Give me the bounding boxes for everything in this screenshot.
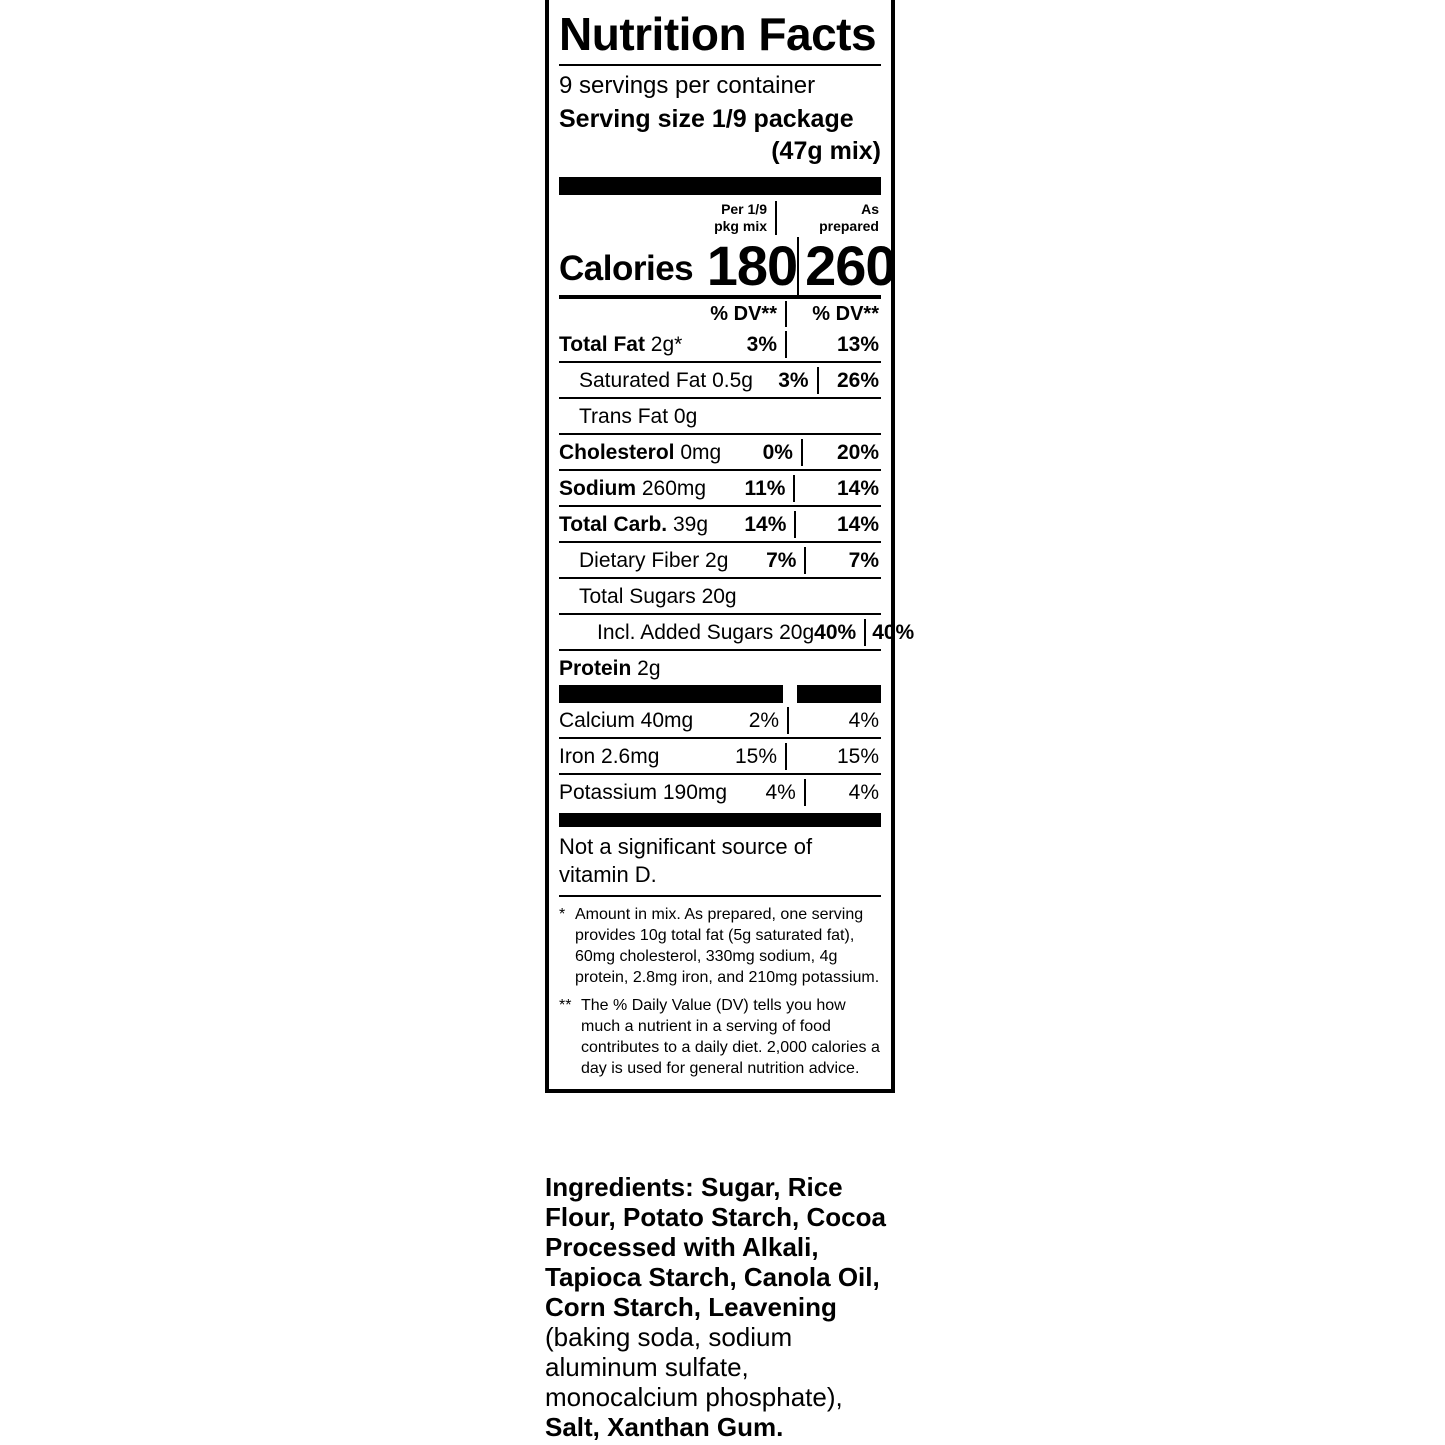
nutrient-row <box>559 361 881 397</box>
col2-line1: As <box>861 201 879 217</box>
nutrient-row <box>559 541 881 577</box>
nutrient-name: Total Fat 2g* <box>559 333 683 356</box>
nutrient-dv-col1: 7% <box>766 549 797 572</box>
micronutrient-dv-col1: 2% <box>748 709 780 732</box>
micronutrient-row <box>559 703 881 737</box>
nutrient-row <box>559 433 881 469</box>
micronutrient-dv-col2: 4% <box>804 779 881 806</box>
separator-left <box>559 685 783 703</box>
nutrient-name: Trans Fat 0g <box>579 405 698 428</box>
dv-header-col1: % DV** <box>710 303 777 325</box>
footnote-2 <box>559 988 881 1079</box>
nutrition-facts-panel <box>545 0 915 1093</box>
ingredients-bold-tail: Salt, Xanthan Gum. <box>545 1412 784 1442</box>
nutrient-dv-col2: 13% <box>785 331 881 358</box>
separator-gap <box>783 685 797 703</box>
not-significant-source-note: Not a significant source of vitamin D. <box>559 827 881 897</box>
ingredients-plain-mid: (baking soda, sodium aluminum sulfate, monocalcium phosphate), <box>545 1322 843 1412</box>
nutrient-name: Sodium 260mg <box>559 477 707 500</box>
column-header-col1 <box>671 201 775 235</box>
micronutrient-name: Iron 2.6mg <box>559 745 660 768</box>
micronutrient-row <box>559 773 881 809</box>
ingredients-statement <box>545 1172 895 1442</box>
nutrient-dv-col1: 0% <box>762 441 793 464</box>
nutrient-name: Protein 2g <box>559 657 661 680</box>
micronutrient-name: Calcium 40mg <box>559 709 694 732</box>
nutrient-row <box>559 397 881 433</box>
nutrient-name: Incl. Added Sugars 20g <box>597 621 815 644</box>
nutrient-dv-col2: 40% <box>864 619 916 646</box>
nutrient-name-bold: Total Fat <box>559 333 645 356</box>
nutrient-name: Saturated Fat 0.5g <box>579 369 753 392</box>
servings-per-container: 9 servings per container <box>559 72 816 99</box>
nutrient-dv-col1: 11% <box>744 477 786 500</box>
micronutrient-dv-col1: 15% <box>734 745 777 768</box>
nutrient-name-bold: Cholesterol <box>559 441 675 464</box>
footnote-1-mark: * <box>559 906 566 923</box>
footnote-1 <box>559 897 881 988</box>
footnote-2-mark: ** <box>559 997 572 1014</box>
nutrient-row <box>559 327 881 361</box>
micronutrient-name: Potassium 190mg <box>559 781 728 804</box>
nutrient-dv-col2: 7% <box>804 547 881 574</box>
serving-size-label: Serving size <box>559 105 705 133</box>
col1-line1: Per 1/9 <box>721 201 767 217</box>
micronutrient-separator <box>559 685 881 703</box>
serving-size-value: 1/9 package <box>711 105 854 133</box>
serving-size-sub: (47g mix) <box>771 137 881 165</box>
nutrient-row <box>559 469 881 505</box>
calories-row <box>559 234 896 297</box>
nutrient-name-bold: Sodium <box>559 477 636 500</box>
separator-right <box>797 685 881 703</box>
nutrient-dv-col1: 3% <box>746 333 777 356</box>
nutrient-name-bold: Protein <box>559 657 632 680</box>
column-header-col2 <box>775 201 881 235</box>
nutrient-name: Total Sugars 20g <box>579 585 737 608</box>
calories-values <box>693 234 896 297</box>
micronutrient-dv-col2: 4% <box>787 707 881 734</box>
nutrient-name: Dietary Fiber 2g <box>579 549 729 572</box>
calories-col1-value: 180 <box>706 234 798 297</box>
nutrient-name-bold: Total Carb. <box>559 513 668 536</box>
micronutrient-dv-col1: 4% <box>765 781 796 804</box>
thick-divider-top <box>559 177 881 195</box>
ingredients-bold-lead: Ingredients: Sugar, Rice Flour, Potato Starch, Cocoa Processed with Alkali, Tapioca Starch, Canola Oil, Corn Starch, Leavening <box>545 1172 886 1322</box>
micronutrient-dv-col2: 15% <box>785 743 881 770</box>
thick-divider-bottom <box>559 813 881 827</box>
nutrient-dv-col1: 3% <box>778 369 809 392</box>
calories-col2-value: 260 <box>797 237 893 295</box>
footnote-1-text: Amount in mix. As prepared, one serving provides 10g total fat (5g saturated fat), 60mg cholesterol, 330mg sodium, 4g protein, 2.8mg iron, and 210mg potassium. <box>575 906 880 986</box>
footnote-2-text: The % Daily Value (DV) tells you how much a nutrient in a serving of food contributes to a daily diet. 2,000 calories a day is used for general nutrition advice. <box>581 997 880 1077</box>
nutrient-dv-col2: 14% <box>793 475 881 502</box>
nutrient-dv-col2: 20% <box>801 439 881 466</box>
serving-size-row <box>559 103 881 135</box>
nutrient-row <box>559 577 881 613</box>
nutrient-dv-col1: 40% <box>814 621 857 644</box>
nutrient-row <box>559 505 881 541</box>
nutrient-row <box>559 613 915 649</box>
nutrition-facts-title: Nutrition Facts <box>559 8 877 60</box>
nutrient-dv-col1: 14% <box>744 513 787 536</box>
col1-line2: pkg mix <box>714 218 767 234</box>
nutrient-dv-col2: 14% <box>794 511 881 538</box>
nutrient-name: Cholesterol 0mg <box>559 441 722 464</box>
micronutrient-rows <box>559 703 881 809</box>
nutrient-name: Total Carb. 39g <box>559 513 708 536</box>
nutrient-row <box>559 649 881 685</box>
micronutrient-row <box>559 737 881 773</box>
col2-line2: prepared <box>819 218 879 234</box>
column-headers <box>559 195 881 235</box>
calories-label: Calories <box>559 249 694 288</box>
daily-value-header-row <box>559 299 881 327</box>
dv-header-col2: % DV** <box>785 301 881 327</box>
nutrient-dv-col2: 26% <box>817 367 881 394</box>
nutrient-rows <box>559 327 915 685</box>
